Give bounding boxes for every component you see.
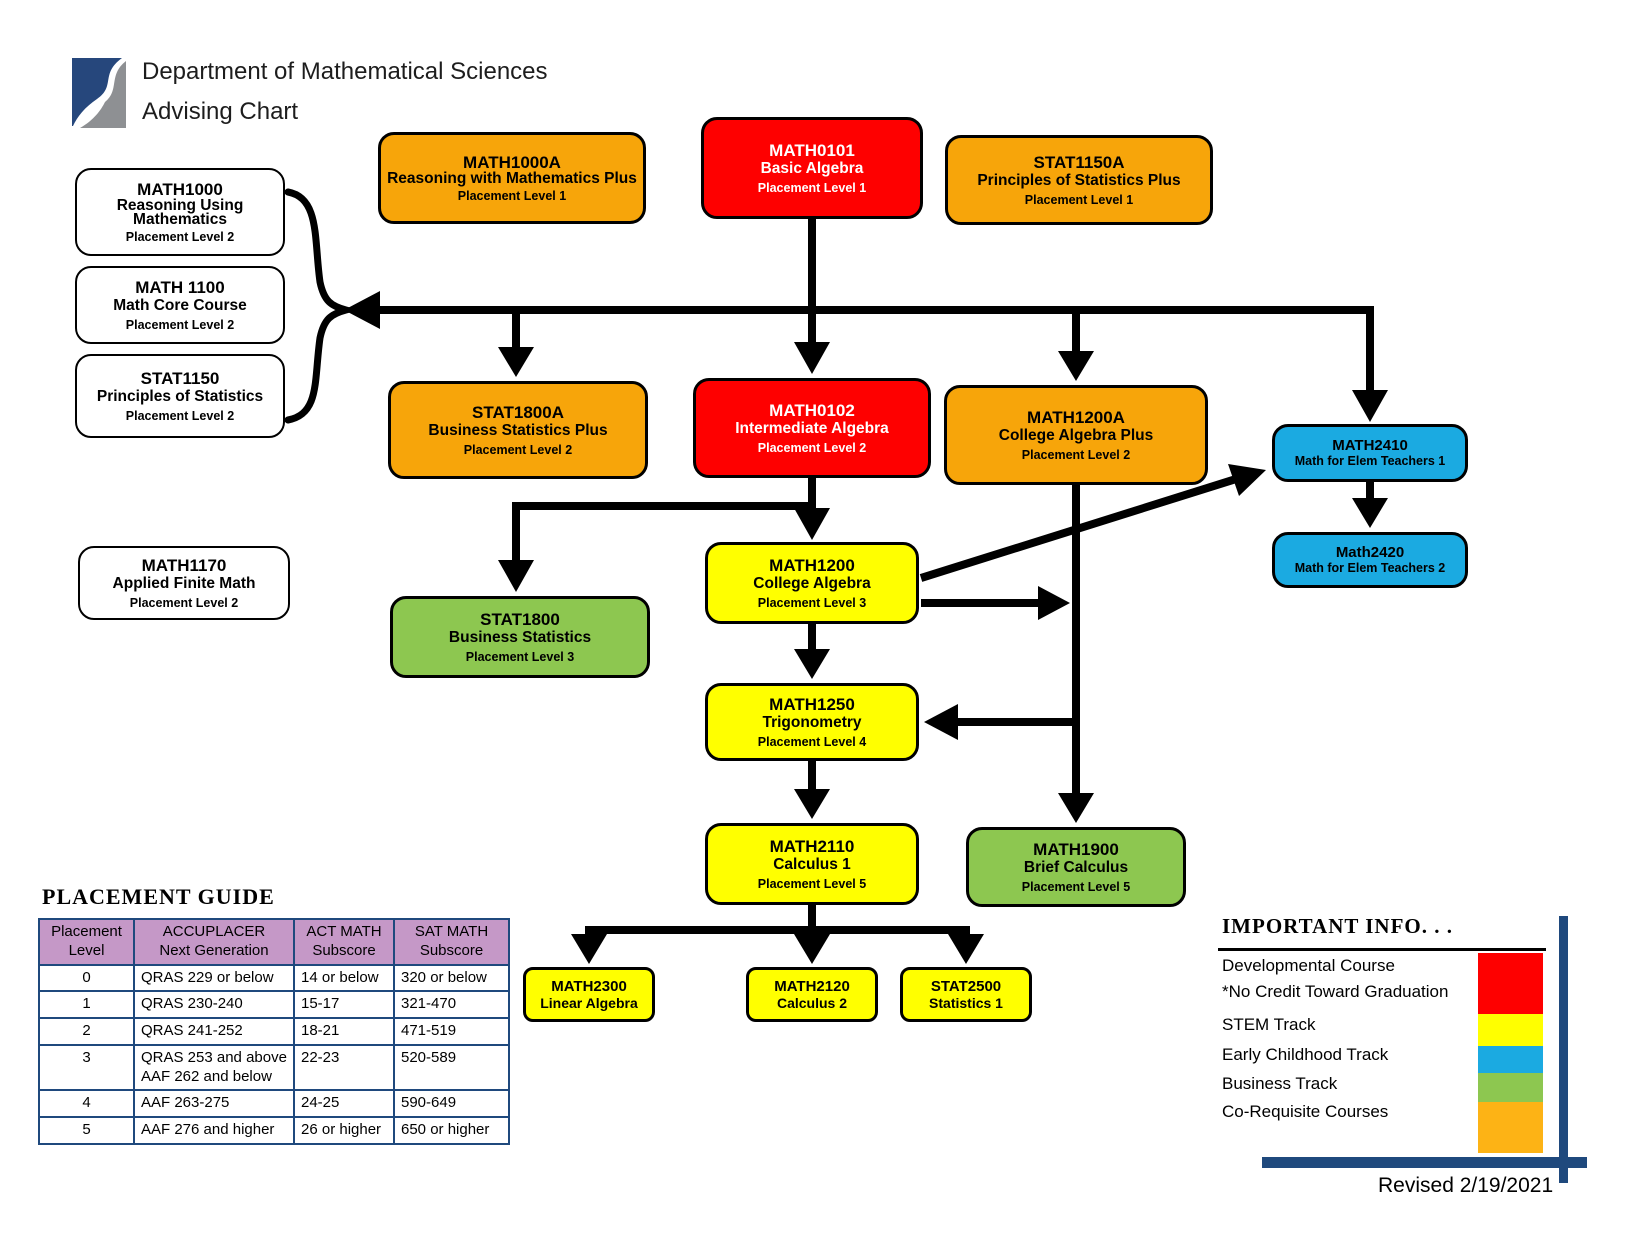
course-math1000 bbox=[75, 168, 285, 256]
course-code: MATH1250 bbox=[769, 694, 855, 714]
legend-horizontal-bar bbox=[1262, 1157, 1587, 1168]
course-code: STAT1800 bbox=[480, 609, 560, 629]
course-name: Principles of Statistics bbox=[96, 388, 264, 406]
course-math2410 bbox=[1272, 424, 1468, 482]
course-name: Brief Calculus bbox=[1023, 859, 1129, 877]
table-row: 4 AAF 263-275 24-25 590-649 bbox=[39, 1090, 509, 1117]
course-name: Math for Elem Teachers 2 bbox=[1294, 561, 1446, 576]
table-row: 3 QRAS 253 and above AAF 262 and below 22-23 520-589 bbox=[39, 1045, 509, 1091]
legend-label-early-childhood: Early Childhood Track bbox=[1222, 1045, 1389, 1064]
course-math0101 bbox=[701, 117, 923, 219]
course-name: Business Statistics Plus bbox=[428, 422, 608, 440]
legend-label-co-requisite: Co-Requisite Courses bbox=[1222, 1102, 1389, 1121]
course-level: Placement Level 2 bbox=[125, 230, 235, 245]
course-code: STAT2500 bbox=[930, 977, 1002, 995]
course-name: Statistics 1 bbox=[929, 995, 1003, 1012]
course-math1000a bbox=[378, 132, 646, 224]
course-level: Placement Level 5 bbox=[757, 876, 867, 891]
course-code: MATH1200A bbox=[1027, 407, 1125, 427]
legend-vertical-bar bbox=[1559, 916, 1568, 1183]
course-code: Math2420 bbox=[1335, 544, 1405, 562]
page-subtitle: Advising Chart bbox=[142, 98, 299, 125]
course-math0102 bbox=[693, 378, 931, 478]
col-placement-level: Placement Level bbox=[39, 919, 134, 965]
course-level: Placement Level 1 bbox=[1024, 192, 1134, 207]
table-row: 5 AAF 276 and higher 26 or higher 650 or higher bbox=[39, 1117, 509, 1144]
legend-label-business: Business Track bbox=[1222, 1074, 1338, 1093]
course-code: MATH0101 bbox=[769, 140, 855, 160]
table-row: 1 QRAS 230-240 15-17 321-470 bbox=[39, 991, 509, 1018]
course-code: MATH 1100 bbox=[135, 277, 225, 297]
course-name: Reasoning with Mathematics Plus bbox=[387, 170, 637, 188]
course-math1900 bbox=[966, 827, 1186, 907]
course-name: Trigonometry bbox=[762, 714, 862, 732]
course-code: MATH2110 bbox=[769, 836, 855, 856]
course-name: Principles of Statistics Plus bbox=[977, 172, 1181, 190]
course-name: Linear Algebra bbox=[540, 995, 638, 1012]
course-name: Applied Finite Math bbox=[112, 575, 256, 593]
course-code: MATH1000 bbox=[137, 179, 223, 199]
course-name: Math Core Course bbox=[113, 297, 247, 315]
course-level: Placement Level 1 bbox=[457, 189, 567, 204]
course-name: Calculus 1 bbox=[773, 856, 851, 874]
legend-swatch-developmental bbox=[1478, 953, 1543, 1014]
course-name: Basic Algebra bbox=[760, 160, 864, 178]
course-stat1800a bbox=[388, 381, 648, 479]
course-code: MATH0102 bbox=[769, 400, 855, 420]
course-math1250 bbox=[705, 683, 919, 761]
legend-swatch-co-requisite bbox=[1478, 1102, 1543, 1153]
course-level: Placement Level 3 bbox=[465, 649, 575, 664]
course-code: MATH2410 bbox=[1332, 437, 1408, 455]
course-math2120 bbox=[746, 967, 878, 1022]
course-code: MATH1200 bbox=[769, 555, 855, 575]
col-sat: SAT MATH Subscore bbox=[394, 919, 509, 965]
course-code: MATH1170 bbox=[141, 555, 227, 575]
course-math1200a bbox=[944, 385, 1208, 485]
course-stat1150a bbox=[945, 135, 1213, 225]
course-name: Intermediate Algebra bbox=[735, 420, 889, 438]
course-level: Placement Level 3 bbox=[757, 595, 867, 610]
placement-guide-title: PLACEMENT GUIDE bbox=[42, 884, 275, 909]
course-level: Placement Level 1 bbox=[757, 180, 867, 195]
course-name: Business Statistics bbox=[448, 629, 592, 647]
department-s-logo bbox=[70, 58, 128, 128]
legend-swatch-business bbox=[1478, 1073, 1543, 1102]
col-accuplacer: ACCUPLACER Next Generation bbox=[134, 919, 294, 965]
course-name: Calculus 2 bbox=[776, 995, 848, 1012]
course-code: STAT1150A bbox=[1033, 152, 1125, 172]
course-code: MATH1000A bbox=[463, 152, 561, 172]
course-math1100 bbox=[75, 266, 285, 344]
course-math2300 bbox=[523, 967, 655, 1022]
legend-label-stem: STEM Track bbox=[1222, 1015, 1316, 1034]
course-name: College Algebra Plus bbox=[998, 427, 1154, 445]
placement-guide-table bbox=[38, 918, 510, 1145]
legend-label-developmental: Developmental Course bbox=[1222, 956, 1395, 975]
legend-rule bbox=[1218, 948, 1546, 951]
course-math1170 bbox=[78, 546, 290, 620]
course-code: MATH1900 bbox=[1033, 839, 1119, 859]
course-code: MATH2300 bbox=[551, 977, 627, 995]
course-name: College Algebra bbox=[753, 575, 871, 593]
revised-date: Revised 2/19/2021 bbox=[1378, 1174, 1554, 1197]
course-math1200 bbox=[705, 542, 919, 624]
table-row: 2 QRAS 241-252 18-21 471-519 bbox=[39, 1018, 509, 1045]
course-level: Placement Level 2 bbox=[125, 408, 235, 423]
legend-swatch-stem bbox=[1478, 1014, 1543, 1046]
course-level: Placement Level 2 bbox=[129, 595, 239, 610]
course-stat1800 bbox=[390, 596, 650, 678]
course-level: Placement Level 2 bbox=[125, 317, 235, 332]
col-act: ACT MATH Subscore bbox=[294, 919, 394, 965]
course-stat1150 bbox=[75, 354, 285, 438]
course-math2110 bbox=[705, 823, 919, 905]
course-level: Placement Level 4 bbox=[757, 734, 867, 749]
course-level: Placement Level 2 bbox=[1021, 447, 1131, 462]
course-code: MATH2120 bbox=[774, 977, 850, 995]
legend-label-no-credit: *No Credit Toward Graduation bbox=[1222, 982, 1449, 1001]
course-name: Reasoning Using Mathematics bbox=[116, 197, 244, 229]
table-header-row bbox=[39, 919, 509, 965]
legend-swatch-early-childhood bbox=[1478, 1046, 1543, 1073]
course-name: Math for Elem Teachers 1 bbox=[1294, 454, 1446, 469]
course-code: STAT1150 bbox=[140, 368, 220, 388]
legend-title: IMPORTANT INFO. . . bbox=[1222, 914, 1453, 938]
course-level: Placement Level 2 bbox=[757, 440, 867, 455]
page-title: Department of Mathematical Sciences bbox=[142, 58, 548, 85]
course-code: STAT1800A bbox=[472, 402, 564, 422]
table-row: 0 QRAS 229 or below 14 or below 320 or below bbox=[39, 965, 509, 992]
course-stat2500 bbox=[900, 967, 1032, 1022]
course-math2420 bbox=[1272, 532, 1468, 588]
course-level: Placement Level 2 bbox=[463, 442, 573, 457]
course-level: Placement Level 5 bbox=[1021, 879, 1131, 894]
